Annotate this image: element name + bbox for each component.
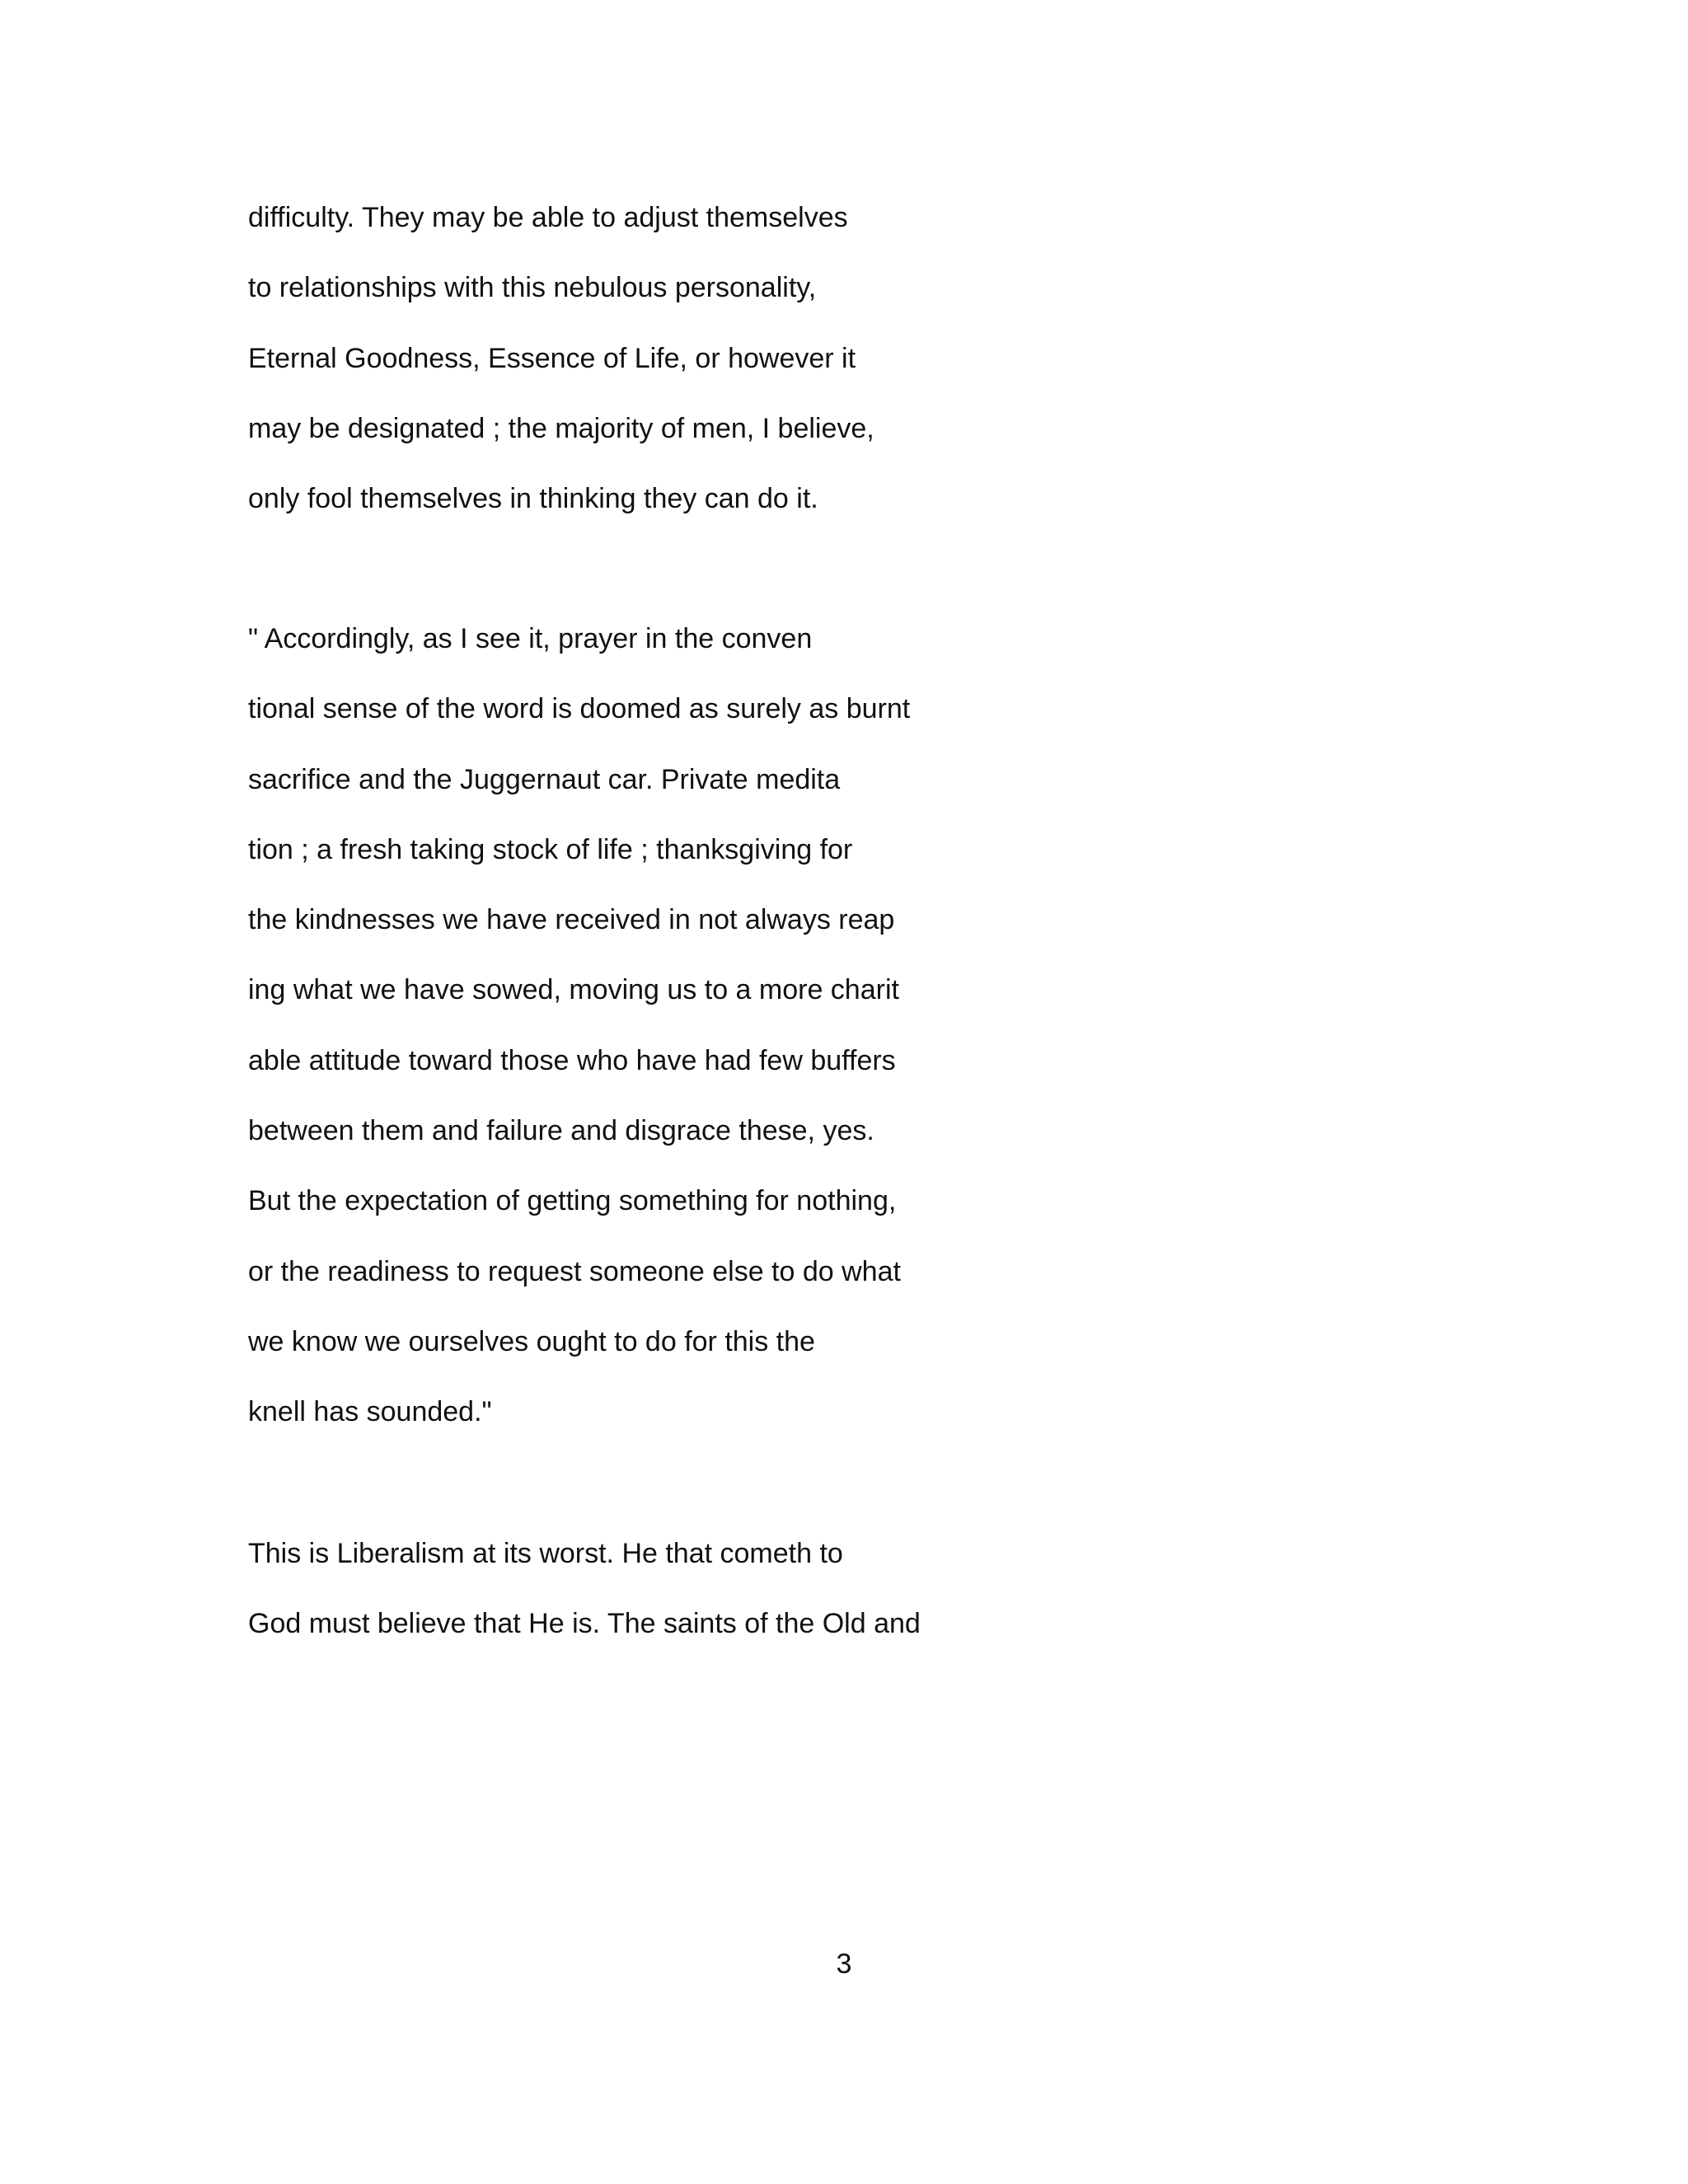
text-line: only fool themselves in thinking they can do it. — [248, 483, 818, 515]
text-line: God must believe that He is. The saints of the Old and — [248, 1608, 921, 1640]
paragraph-2 — [248, 604, 1320, 1448]
text-line: But the expectation of getting something for nothing, — [248, 1185, 897, 1217]
text-line: tional sense of the word is doomed as surely as burnt — [248, 693, 911, 725]
text-line: tion ; a fresh taking stock of life ; thanksgiving for — [248, 833, 853, 865]
text-line: between them and failure and disgrace these, yes. — [248, 1115, 874, 1147]
text-line: we know we ourselves ought to do for this the — [248, 1325, 815, 1357]
page-number: 3 — [836, 1948, 852, 1980]
text-line: able attitude toward those who have had few buffers — [248, 1044, 896, 1076]
text-line: Eternal Goodness, Essence of Life, or however it — [248, 342, 856, 374]
text-line: to relationships with this nebulous personality, — [248, 272, 817, 304]
text-line: " Accordingly, as I see it, prayer in the conven — [248, 623, 813, 654]
text-line: or the readiness to request someone else to do what — [248, 1255, 901, 1287]
text-line: sacrifice and the Juggernaut car. Private medita — [248, 763, 841, 795]
paragraph-1 — [248, 183, 1320, 534]
text-line: knell has sounded." — [248, 1396, 492, 1428]
text-line: This is Liberalism at its worst. He that cometh to — [248, 1538, 843, 1569]
text-line: the kindnesses we have received in not always reap — [248, 904, 895, 936]
text-line: difficulty. They may be able to adjust themselves — [248, 202, 848, 233]
text-line: ing what we have sowed, moving us to a more charit — [248, 974, 899, 1006]
text-line: may be designated ; the majority of men, I believe, — [248, 412, 874, 444]
paragraph-3 — [248, 1519, 1320, 1660]
